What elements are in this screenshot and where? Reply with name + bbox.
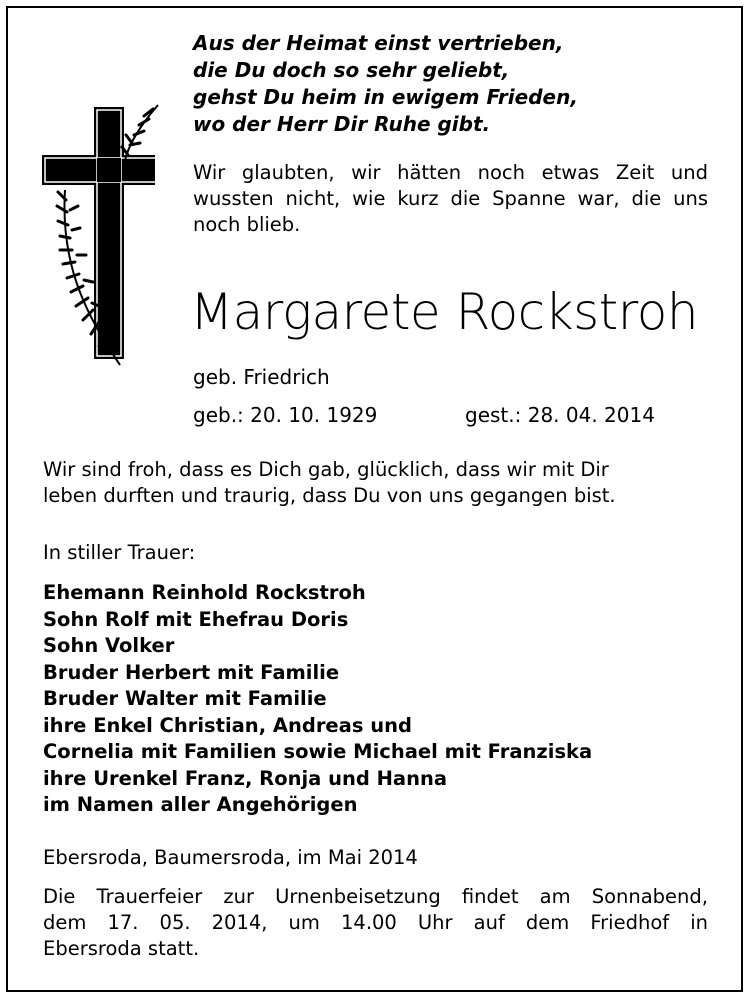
quote-line: wussten nicht, wie kurz die Spanne war, die uns (193, 187, 708, 210)
poem-line: Aus der Heimat einst vertrieben, (193, 31, 564, 55)
ceremony-line: Die Trauerfeier zur Urnenbeisetzung findet am Sonnabend, (43, 885, 708, 908)
mourner: Sohn Rolf mit Ehefrau Doris (43, 607, 349, 631)
quote-line: noch blieb. (193, 213, 301, 236)
poem (193, 30, 578, 138)
mourner: im Namen aller Angehörigen (43, 793, 358, 816)
mourner: Sohn Volker (43, 634, 175, 657)
mourners-list (43, 580, 592, 819)
ceremony-info (43, 884, 708, 962)
farewell-line: Wir sind froh, dass es Dich gab, glücklich, dass wir mit Dir (43, 458, 609, 481)
farewell-sentence (43, 457, 683, 509)
mourner: Ehemann Reinhold Rockstroh (43, 581, 366, 604)
poem-line: gehst Du heim in ewigem Frieden, (193, 85, 578, 109)
life-dates (193, 402, 655, 428)
birth-date: geb.: 20. 10. 1929 (193, 403, 378, 427)
maiden-name: geb. Friedrich (193, 365, 330, 389)
quote-line: Wir glaubten, wir hätten noch etwas Zeit und (193, 161, 708, 184)
mourner: Bruder Walter mit Familie (43, 687, 327, 710)
mourner: Bruder Herbert mit Familie (43, 660, 340, 684)
mourning-label: In stiller Trauer: (43, 541, 196, 564)
deceased-name: Margarete Rockstroh (190, 283, 699, 341)
palm-branch-icon (30, 100, 160, 374)
place-date: Ebersroda, Baumersroda, im Mai 2014 (43, 846, 418, 869)
poem-line: wo der Herr Dir Ruhe gibt. (193, 112, 491, 136)
mourner: ihre Urenkel Franz, Ronja und Hanna (43, 766, 448, 790)
quote-text (193, 160, 708, 238)
ceremony-line: dem 17. 05. 2014, um 14.00 Uhr auf dem Friedhof in (43, 911, 708, 934)
poem-line: die Du doch so sehr geliebt, (193, 58, 510, 82)
mourner: ihre Enkel Christian, Andreas und (43, 713, 412, 737)
death-date: gest.: 28. 04. 2014 (465, 403, 655, 427)
ceremony-line: Ebersroda statt. (43, 937, 200, 960)
farewell-line: leben durften und traurig, dass Du von uns gegangen bist. (43, 484, 616, 507)
mourner: Cornelia mit Familien sowie Michael mit Franziska (43, 740, 593, 763)
